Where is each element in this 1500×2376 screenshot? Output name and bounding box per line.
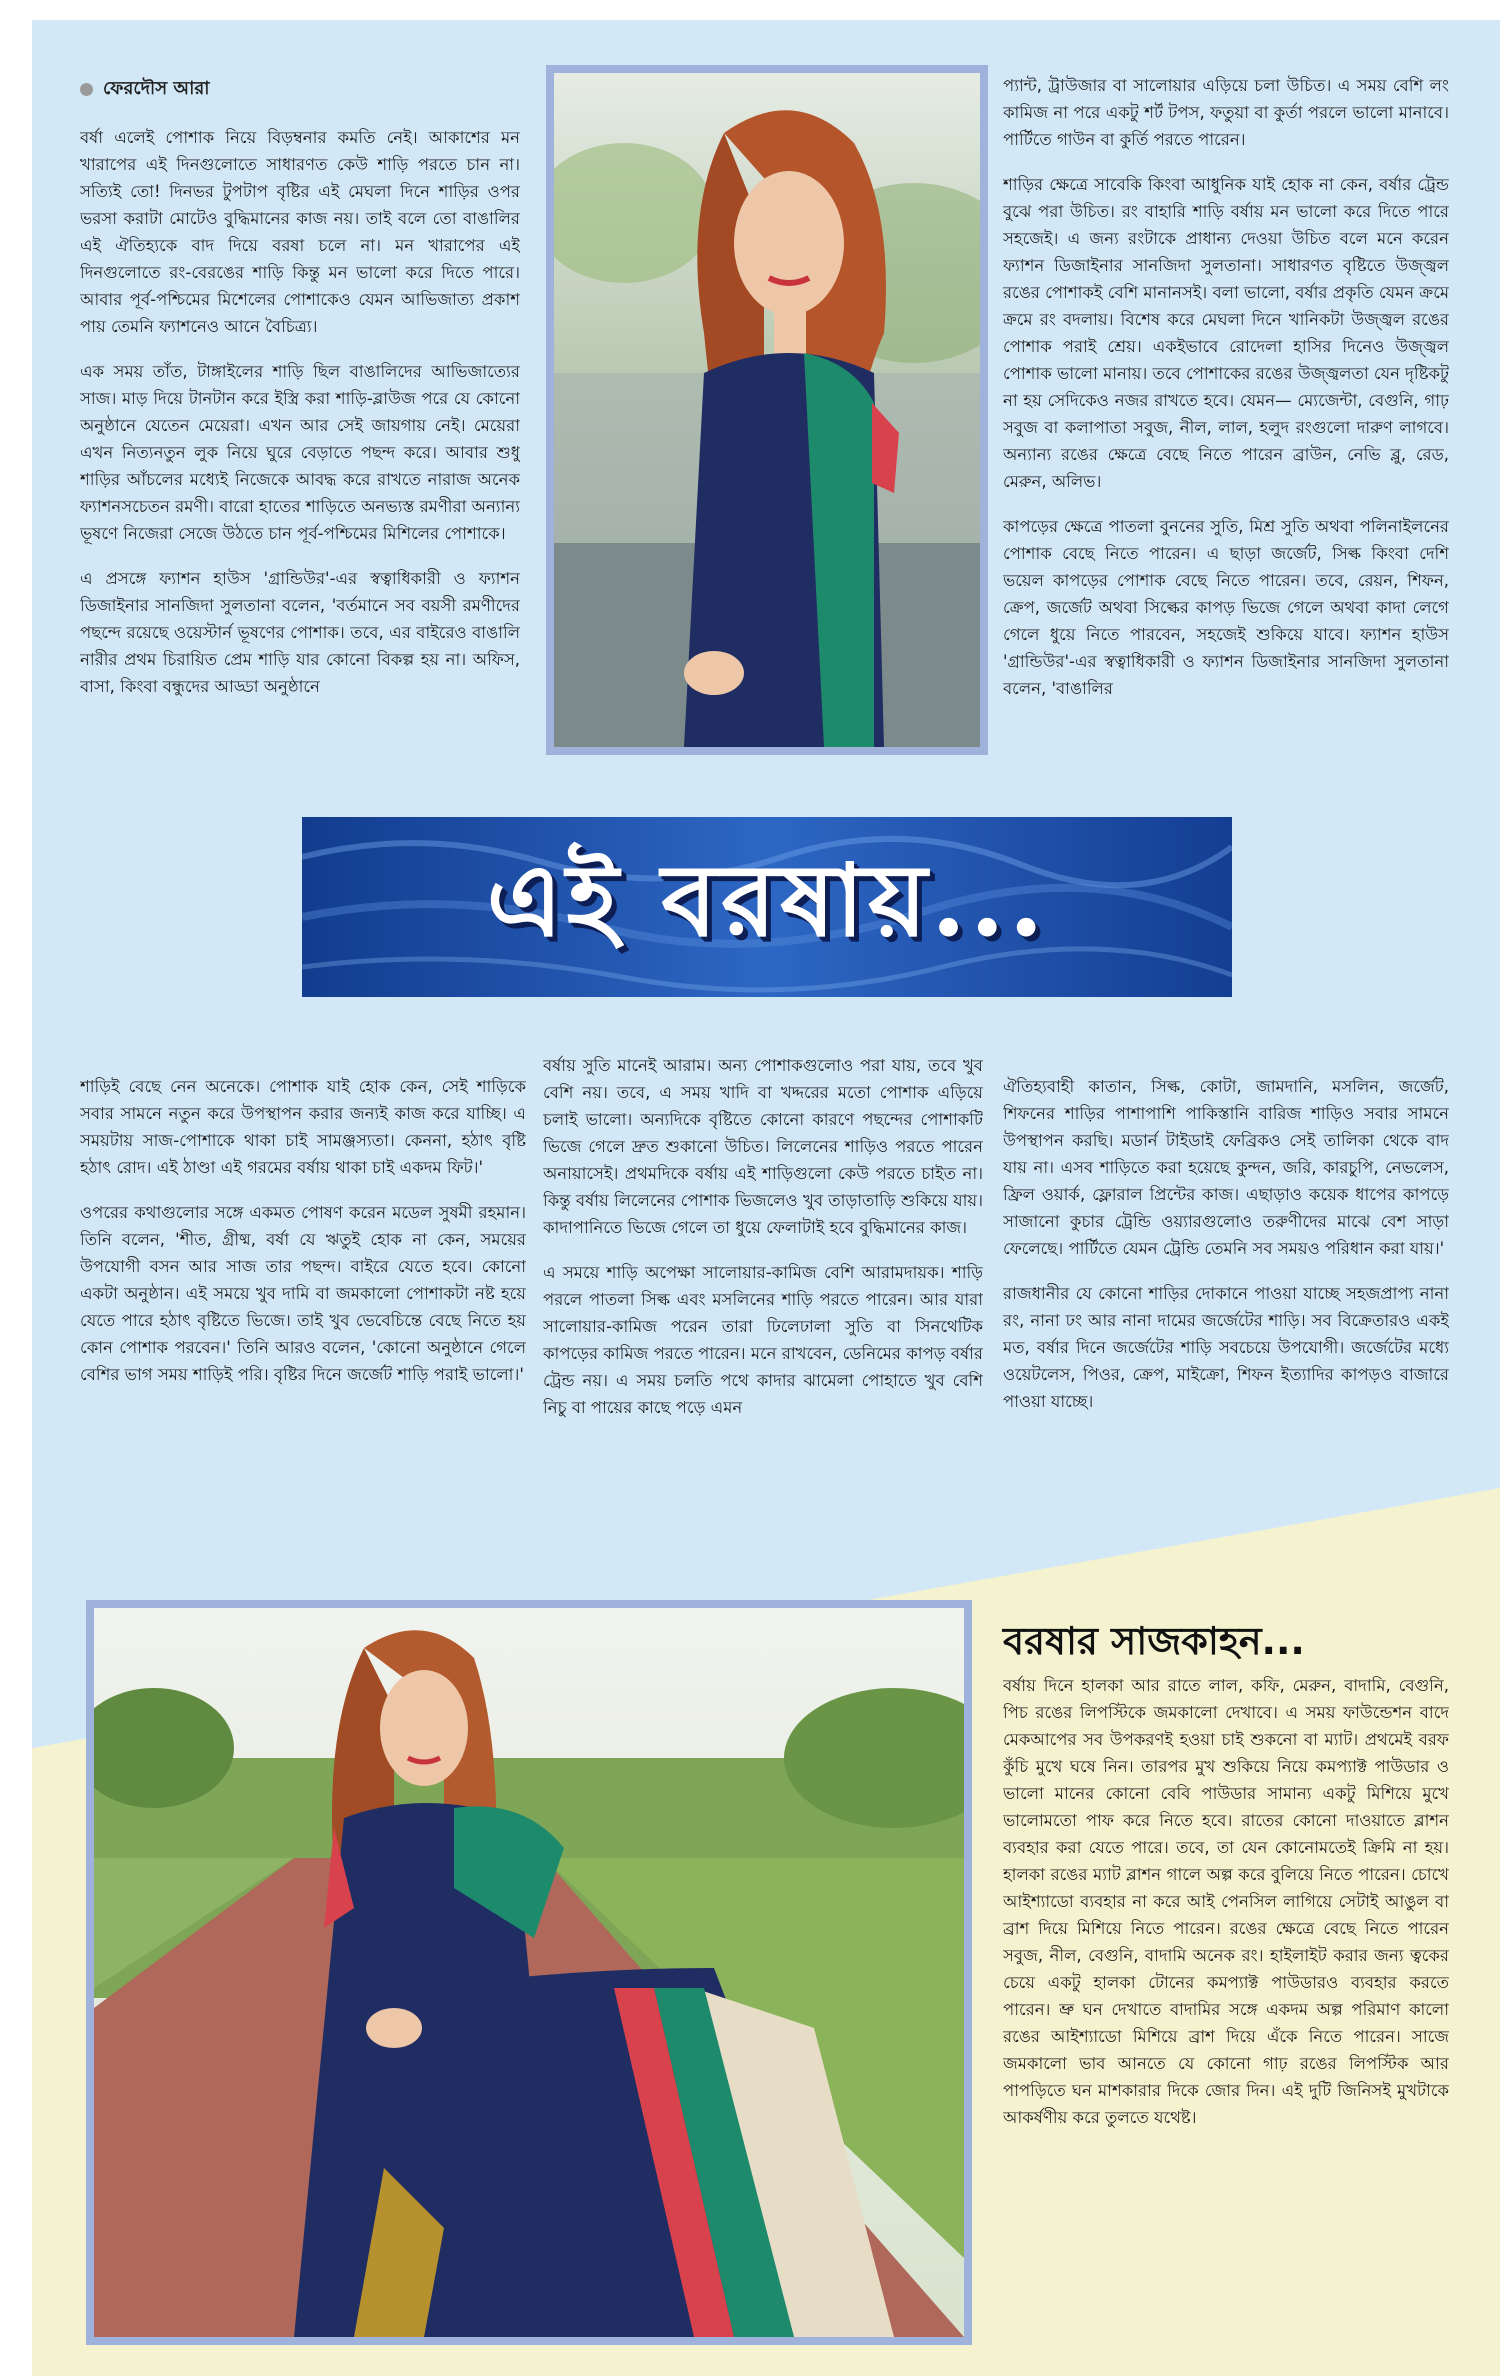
top-photo bbox=[554, 73, 980, 747]
paragraph: রাজধানীর যে কোনো শাড়ির দোকানে পাওয়া যাচ্ছে সহজপ্রাপ্য নানা রং, নানা ঢং আর নানা দামের জর্জেটের শাড়ি। সব বিক্রেতারও একই মত, বর্ষার দিনে জর্জেটের শাড়ি সবচেয়ে উপযোগী। জর্জেটের মধ্যে ওয়েটলেস, পিওর, ক্রেপ, মাইক্রো, শিফন ইত্যাদির কাপড়ও বাজারে পাওয়া যাচ্ছে। bbox=[1003, 1284, 1449, 1411]
paragraph: বর্ষা এলেই পোশাক নিয়ে বিড়ম্বনার কমতি নেই। আকাশের মন খারাপের এই দিনগুলোতে সাধারণত কেউ শাড়ি পরতে চান না। সত্যিই তো! দিনভর টুপটাপ বৃষ্টির এই মেঘলা দিনে শাড়ির ওপর ভরসা করাটা মোটেও বুদ্ধিমানের কাজ নয়। তাই বলে তো বাঙালির এই ঐতিহ্যকে বাদ দিয়ে বরষা চলে না। মন খারাপের এই দিনগুলোতে রং-বেরঙের শাড়ি কিন্তু মন ভালো করে দিতে পারে। আবার পূর্ব-পশ্চিমের মিশেলের পোশাকেও যেমন আভিজাত্য প্রকাশ পায় তেমনি ফ্যাশনেও আনে বৈচিত্র্য। bbox=[80, 128, 520, 336]
paragraph: প্যান্ট, ট্রাউজার বা সালোয়ার এড়িয়ে চলা উচিত। এ সময় বেশি লং কামিজ না পরে একটু শর্ট টপস, ফতুয়া বা কুর্তা পরলে ভালো মানাবে। পার্টিতে গাউন বা কুর্তি পরতে পারেন। bbox=[1003, 76, 1449, 149]
headline-banner bbox=[302, 817, 1232, 997]
model-full-image bbox=[94, 1608, 964, 2337]
paragraph: বর্ষায় সুতি মানেই আরাম। অন্য পোশাকগুলোও পরা যায়, তবে খুব বেশি নয়। তবে, এ সময় খাদি বা খদ্দরের মতো পোশাক এড়িয়ে চলাই ভালো। অন্যদিকে বৃষ্টিতে কোনো কারণে পছন্দের পোশাকটি ভিজে গেলে দ্রুত শুকানো উচিত। লিলেনের শাড়িও পরতে পারেন অনায়াসেই। প্রথমদিকে বর্ষায় এই শাড়িগুলো কেউ পরতে চাইত না। কিন্তু বর্ষায় লিলেনের পোশাক ভিজলেও খুব তাড়াতাড়ি শুকিয়ে যায়। কাদাপানিতে ভিজে গেলে তা ধুয়ে ফেলাটাই হবে বুদ্ধিমানের কাজ। bbox=[543, 1056, 983, 1237]
article-column-3-mid bbox=[1003, 1073, 1449, 1483]
bullet-icon bbox=[80, 83, 93, 96]
model-portrait-image bbox=[554, 73, 980, 747]
byline bbox=[80, 74, 209, 105]
paragraph: ওপরের কথাগুলোর সঙ্গে একমত পোষণ করেন মডেল সুষমী রহমান। তিনি বলেন, 'শীত, গ্রীষ্ম, বর্ষা যে ঋতুই হোক না কেন, সময়ের উপযোগী বসন আর সাজ তার পছন্দ। বাইরে যেতে হবে। কোনো একটা অনুষ্ঠান। এই সময়ে খুব দামি বা জমকালো পোশাকটা নষ্ট হয়ে যেতে পারে হঠাৎ বৃষ্টিতে ভিজে। তাই খুব ভেবেচিন্তে বেছে নিতে হয় কোন পোশাক পরবেন।' তিনি আরও বলেন, 'কোনো অনুষ্ঠানে গেলে বেশির ভাগ সময় শাড়িই পরি। বৃষ্টির দিনে জর্জেট শাড়ি পরাই ভালো।' bbox=[80, 1203, 526, 1384]
article-column-2-mid bbox=[543, 1052, 983, 1484]
author-name: ফেরদৌস আরা bbox=[103, 78, 210, 99]
paragraph: এ প্রসঙ্গে ফ্যাশন হাউস 'গ্রান্ডিউর'-এর স্বত্বাধিকারী ও ফ্যাশন ডিজাইনার সানজিদা সুলতানা বলেন, 'বর্তমানে সব বয়সী রমণীদের পছন্দে রয়েছে ওয়েস্টার্ন ভূষণের পোশাক। তবে, এর বাইরেও বাঙালি নারীর প্রথম চিরায়িত প্রেম শাড়ি যার কোনো বিকল্প হয় না। অফিস, বাসা, কিংবা বন্ধুদের আড্ডা অনুষ্ঠানে bbox=[80, 569, 520, 696]
paragraph: এক সময় তাঁত, টাঙ্গাইলের শাড়ি ছিল বাঙালিদের আভিজাত্যের সাজ। মাড় দিয়ে টানটান করে ইস্ত্রি করা শাড়ি-ব্লাউজ পরে যে কোনো অনুষ্ঠানে যেতেন মেয়েরা। এখন আর সেই জায়গায় নেই। মেয়েরা এখন নিত্যনতুন লুক নিয়ে ঘুরে বেড়াতে পছন্দ করে। আবার শুধু শাড়ির আঁচলের মধ্যেই নিজেকে আবদ্ধ করে রাখতে নারাজ অনেক ফ্যাশনসচেতন রমণী। বারো হাতের শাড়িতে অনভ্যস্ত রমণীরা অন্যান্য ভূষণে নিজেরা সেজে উঠতে চান পূর্ব-পশ্চিমের মিশিলের পোশাকে। bbox=[80, 362, 520, 543]
paragraph: শাড়ির ক্ষেত্রে সাবেকি কিংবা আধুনিক যাই হোক না কেন, বর্ষার ট্রেন্ড বুঝে পরা উচিত। রং বাহারি শাড়ি বর্ষায় মন ভালো করে দিতে পারে সহজেই। এ জন্য রংটাকে প্রাধান্য দেওয়া উচিত বলে মনে করেন ফ্যাশন ডিজাইনার সানজিদা সুলতানা। সাধারণত বৃষ্টিতে উজ্জ্বল রঙের পোশাকই বেশি মানানসই। বলা ভালো, বর্ষার প্রকৃতি যেমন ক্রমে ক্রমে রং বদলায়। বিশেষ করে মেঘলা দিনে খানিকটা উজ্জ্বল রঙের পোশাক পরাই শ্রেয়। একইভাবে রোদেলা হাসির দিনেও উজ্জ্বল পোশাক ভালো মানায়। তবে পোশাকের রঙের উজ্জ্বলতা যেন দৃষ্টিকটু না হয় সেদিকেও নজর রাখতে হবে। যেমন— ম্যেজেন্টা, বেগুনি, গাঢ় সবুজ বা কলাপাতা সবুজ, নীল, লাল, হলুদ রংগুলো দারুণ লাগবে। অন্যান্য রঙের ক্ষেত্রে বেছে নিতে পারেন ব্রাউন, নেভি ব্লু, রেড, মেরুন, অলিভ। bbox=[1003, 175, 1449, 491]
paragraph: এ সময়ে শাড়ি অপেক্ষা সালোয়ার-কামিজ বেশি আরামদায়ক। শাড়ি পরলে পাতলা সিল্ক এবং মসলিনের শাড়ি পরতে পারেন। আর যারা সালোয়ার-কামিজ পরেন তারা ঢিলেঢালা সুতি বা সিনথেটিক কাপড়ের কামিজ পরতে পারেন। মনে রাখবেন, ডেনিমের কাপড় বর্ষার ট্রেন্ড নয়। এ সময় চলতি পথে কাদার ঝামেলা পোহাতে খুব বেশি নিচু বা পায়ের কাছে পড়ে এমন bbox=[543, 1263, 983, 1417]
sidebar-body bbox=[1003, 1672, 1449, 2192]
paragraph: শাড়িই বেছে নেন অনেকে। পোশাক যাই হোক কেন, সেই শাড়িকে সবার সামনে নতুন করে উপস্থাপন করার জন্যই কাজ করে যাচ্ছি। এ সময়টায় সাজ-পোশাকে থাকা চাই সামঞ্জস্যতা। কেননা, হঠাৎ বৃষ্টি হঠাৎ রোদ। এই ঠাণ্ডা এই গরমের বর্ষায় থাকা চাই একদম ফিট।' bbox=[80, 1077, 526, 1177]
paragraph: বর্ষায় দিনে হালকা আর রাতে লাল, কফি, মেরুন, বাদামি, বেগুনি, পিচ রঙের লিপস্টিকে জমকালো দেখাবে। এ সময় ফাউন্ডেশন বাদে মেকআপের সব উপকরণই হওয়া চাই শুকনো বা ম্যাট। প্রথমেই বরফ কুঁচি মুখে ঘষে নিন। তারপর মুখ শুকিয়ে নিয়ে কমপ্যাক্ট পাউডার ও ভালো মানের কোনো বেবি পাউডার সামান্য একটু মিশিয়ে মুখে ভালোমতো পাফ করে নিতে হবে। রাতের কোনো দাওয়াতে ব্লাশন ব্যবহার করা যেতে পারে। তবে, তা যেন কোনোমতেই ক্রিমি না হয়। হালকা রঙের ম্যাট ব্লাশন গালে অল্প করে বুলিয়ে নিতে পারেন। চোখে আইশ্যাডো ব্যবহার না করে আই পেনসিল লাগিয়ে সেটাই আঙুল বা ব্রাশ দিয়ে মিশিয়ে নিতে পারেন। রঙের ক্ষেত্রে বেছে নিতে পারেন সবুজ, নীল, বেগুনি, বাদামি অনেক রং। হাইলাইট করার জন্য ত্বকের চেয়ে একটু হালকা টোনের কমপ্যাক্ট পাউডারও ব্যবহার করতে পারেন। ভ্রু ঘন দেখাতে বাদামির সঙ্গে একদম অল্প পরিমাণ কালো রঙের আইশ্যাডো মিশিয়ে ব্রাশ দিয়ে এঁকে নিতে পারেন। সাজে জমকালো ভাব আনতে যে কোনো গাঢ় রঙের লিপস্টিক আর পাপড়িতে ঘন মাশকারার দিকে জোর দিন। এই দুটি জিনিসই মুখটাকে আকর্ষণীয় করে তুলতে যথেষ্ট। bbox=[1003, 1676, 1449, 2127]
top-photo-frame bbox=[546, 65, 988, 755]
article-column-3-top bbox=[1003, 72, 1449, 752]
paragraph: ঐতিহ্যবাহী কাতান, সিল্ক, কোটা, জামদানি, মসলিন, জর্জেট, শিফনের শাড়ির পাশাপাশি পাকিস্তানি বারিজ শাড়িও সবার সামনে উপস্থাপন করছি। মডার্ন টাইডাই ফেব্রিকও সেই তালিকা থেকে বাদ যায় না। এসব শাড়িতে করা হয়েছে কুন্দন, জরি, কারচুপি, নেভলেস, ফ্রিল ওয়ার্ক, ফ্লোরাল প্রিন্টের কাজ। এছাড়াও কয়েক ধাপের কাপড়ে সাজানো কুচার ট্রেন্ডি ওয়্যারগুলোও তরুণীদের মাঝে বেশ সাড়া ফেলেছে। পার্টিতে যেমন ট্রেন্ডি তেমনি সব সময়ও পরিধান করা যায়।' bbox=[1003, 1077, 1449, 1258]
bottom-photo bbox=[94, 1608, 964, 2337]
sidebar-title: বরষার সাজকাহন... bbox=[1003, 1619, 1305, 1663]
article-column-1-mid bbox=[80, 1073, 526, 1483]
bottom-photo-frame bbox=[86, 1600, 972, 2345]
article-column-1-top bbox=[80, 124, 520, 750]
headline: এই বরষায়... bbox=[486, 840, 1048, 959]
paragraph: কাপড়ের ক্ষেত্রে পাতলা বুননের সুতি, মিশ্র সুতি অথবা পলিনাইলনের পোশাক বেছে নিতে পারেন। এ ছাড়া জর্জেট, সিল্ক কিংবা দেশি ভয়েল কাপড়ের পোশাক বেছে নিতে পারেন। তবে, রেয়ন, শিফন, ক্রেপ, জর্জেট অথবা সিল্কের কাপড় ভিজে গেলে অথবা কাদা লেগে গেলে ধুয়ে নিতে পারবেন, সহজেই শুকিয়ে যাবে। ফ্যাশন হাউস 'গ্রান্ডিউর'-এর স্বত্বাধিকারী ও ফ্যাশন ডিজাইনার সানজিদা সুলতানা বলেন, 'বাঙালির bbox=[1003, 517, 1449, 698]
